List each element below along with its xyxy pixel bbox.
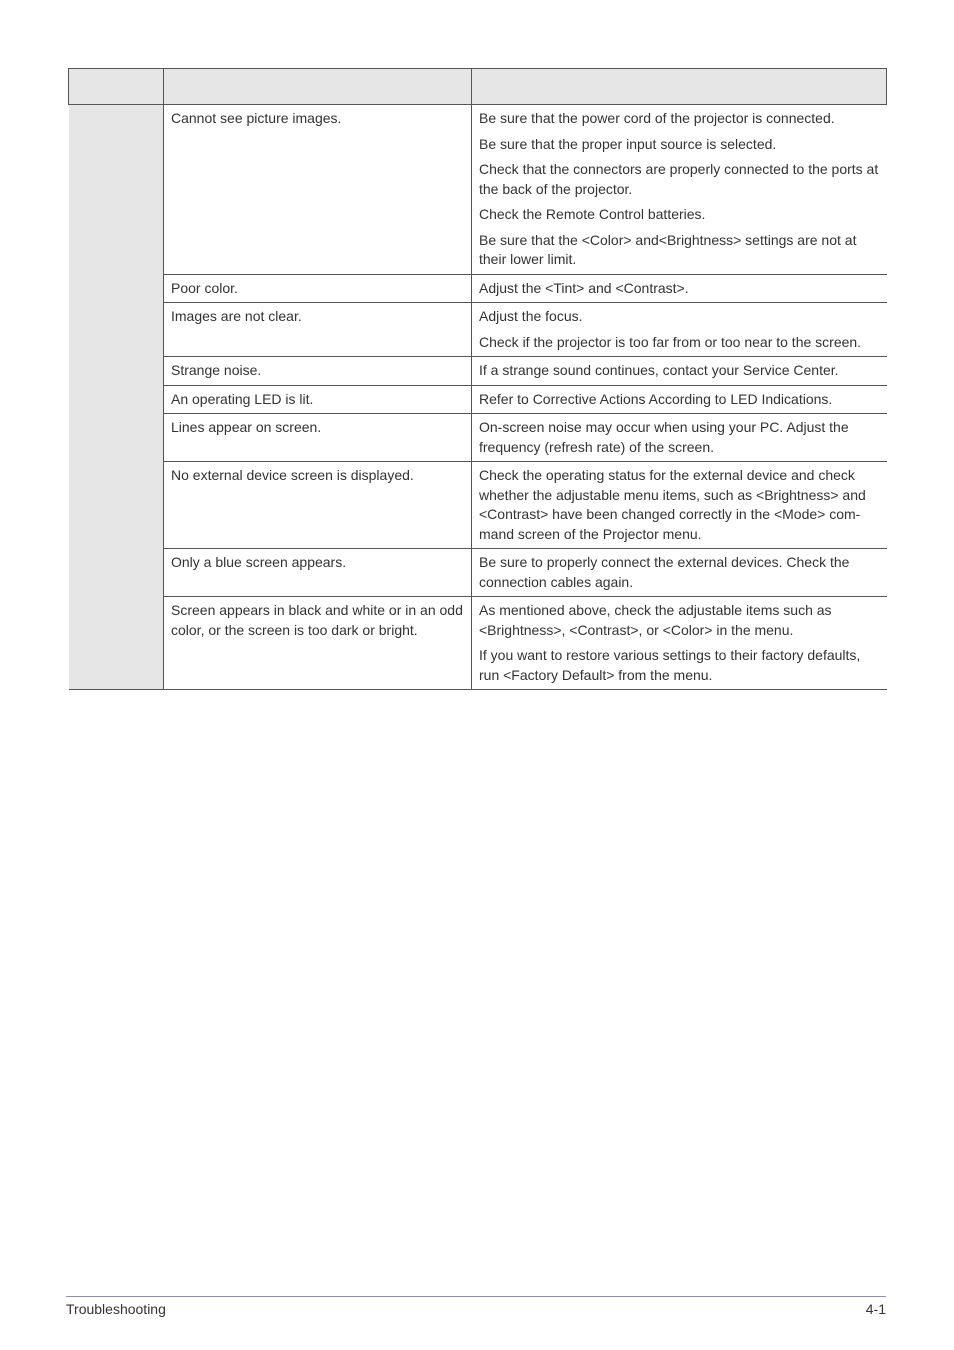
category-cell <box>69 105 164 690</box>
footer-page-number: 4-1 <box>865 1301 886 1317</box>
action-text: If a strange sound continues, contact your Service Center. <box>479 362 839 378</box>
action-text: Check that the connectors are properly connected to the ports at the back of the projector. <box>479 161 879 197</box>
action-cell <box>472 105 887 275</box>
action-text: Be sure to properly connect the external devices. Check the connection cables again. <box>479 554 850 590</box>
action-text: Be sure that the proper input source is selected. <box>479 135 777 152</box>
table-header <box>69 69 887 105</box>
action-text: Adjust the focus. <box>479 308 583 324</box>
action-text: Check the operating status for the external device and check whether the adjustable menu items, such as <Brightness> and <Contrast> have been changed correctly in the <Mode> com-mand screen of the Projector menu. <box>479 467 866 542</box>
header-category-cell <box>69 69 164 105</box>
troubleshooting-table <box>68 68 887 690</box>
action-text: Be sure that the <Color> and<Brightness> settings are not at their lower limit. <box>479 231 857 267</box>
action-cell <box>472 274 887 303</box>
symptom-cell: Only a blue screen appears. <box>164 549 472 597</box>
footer-section-title: Troubleshooting <box>66 1301 166 1317</box>
action-text: Adjust the <Tint> and <Contrast>. <box>479 279 689 296</box>
action-cell <box>472 303 887 357</box>
table-row <box>69 357 887 386</box>
table-row <box>69 597 887 690</box>
symptom-cell: Cannot see picture images. <box>164 105 472 275</box>
action-text: If you want to restore various settings to their factory defaults, run <Factory Default> from the menu. <box>479 647 861 683</box>
symptom-cell: Poor color. <box>164 274 472 303</box>
action-cell <box>472 597 887 690</box>
table-row <box>69 303 887 357</box>
table-row <box>69 414 887 462</box>
action-cell <box>472 414 887 462</box>
table-body <box>69 105 887 690</box>
symptom-cell: An operating LED is lit. <box>164 385 472 414</box>
symptom-cell: Screen appears in black and white or in an odd color, or the screen is too dark or bright. <box>164 597 472 690</box>
table-header-row <box>69 69 887 105</box>
table-row <box>69 462 887 549</box>
symptom-cell: Strange noise. <box>164 357 472 386</box>
action-cell <box>472 462 887 549</box>
symptom-cell: Images are not clear. <box>164 303 472 357</box>
action-text: Refer to Corrective Actions According to LED Indications. <box>479 390 833 407</box>
action-text: Check the Remote Control batteries. <box>479 206 706 222</box>
action-cell <box>472 549 887 597</box>
action-text: Be sure that the power cord of the projector is connected. <box>479 110 835 126</box>
symptom-cell: Lines appear on screen. <box>164 414 472 462</box>
action-cell <box>472 357 887 386</box>
page-footer <box>66 1296 886 1317</box>
table-row <box>69 385 887 414</box>
action-text: As mentioned above, check the adjustable items such as <Brightness>, <Contrast>, or <Color> in the menu. <box>479 602 832 638</box>
symptom-cell: No external device screen is displayed. <box>164 462 472 549</box>
action-text: Check if the projector is too far from or too near to the screen. <box>479 333 862 350</box>
header-action-cell <box>472 69 887 105</box>
table-row <box>69 105 887 275</box>
action-cell <box>472 385 887 414</box>
table-row <box>69 274 887 303</box>
table-row <box>69 549 887 597</box>
header-symptom-cell <box>164 69 472 105</box>
action-text: On-screen noise may occur when using your PC. Adjust the frequency (refresh rate) of the screen. <box>479 419 849 455</box>
